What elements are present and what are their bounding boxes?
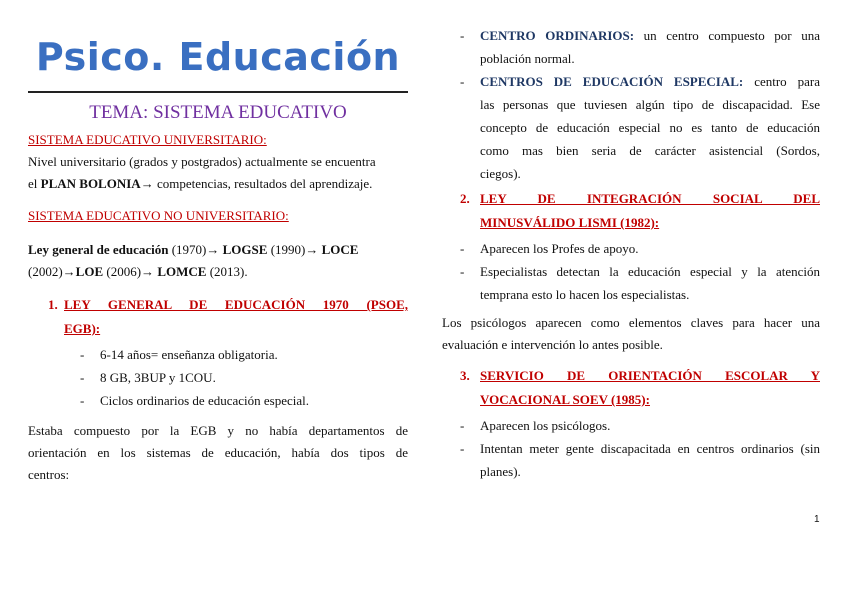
page-number: 1	[814, 514, 820, 525]
univ-text-line-1: Nivel universitario (grados y postgrados) actualmente se encuentra	[28, 154, 376, 169]
section-1-number: 1.	[48, 297, 58, 312]
list-item: - Especialistas detectan la educación especial y la atención temprana esto lo hacen los especialistas.	[460, 264, 820, 302]
section-1	[28, 293, 408, 412]
centro-especial-label: CENTROS DE EDUCACIÓN ESPECIAL:	[480, 74, 744, 89]
section-3-heading-line-2	[460, 388, 820, 412]
law-loe: LOE	[75, 264, 104, 279]
univ-heading: SISTEMA EDUCATIVO UNIVERSITARIO:	[28, 132, 267, 147]
law-lge-year: (1970)→	[168, 242, 223, 257]
psico-line-2: evaluación e intervención lo antes posible.	[442, 337, 663, 352]
section-2-list	[442, 237, 820, 306]
no-univ-heading: SISTEMA EDUCATIVO NO UNIVERSITARIO:	[28, 208, 289, 223]
law-logse-year: (1990)→	[267, 242, 322, 257]
left-column	[28, 32, 408, 486]
section-2-number: 2.	[460, 191, 470, 206]
centro-ordinario-label: CENTRO ORDINARIOS:	[480, 28, 635, 43]
egb-line-3: centros:	[28, 467, 70, 482]
list-item: - Intentan meter gente discapacitada en centros ordinarios (sin planes).	[460, 441, 820, 479]
list-item: - Aparecen los psicólogos.	[460, 418, 611, 433]
law-logse: LOGSE	[222, 242, 268, 257]
law-loe-year: (2006)→	[103, 264, 158, 279]
section-2-heading-line-2	[460, 211, 820, 235]
list-item: - 8 GB, 3BUP y 1COU.	[80, 370, 216, 385]
univ-text-line-2	[28, 173, 408, 195]
topic-heading: TEMA: SISTEMA EDUCATIVO	[89, 102, 347, 123]
list-item: - Aparecen los Profes de apoyo.	[460, 241, 639, 256]
list-item: - 6-14 años= enseñanza obligatoria.	[80, 347, 278, 362]
laws-line-2	[28, 261, 408, 283]
egb-paragraph	[28, 420, 408, 486]
section-1-title-2: EGB):	[64, 321, 101, 336]
law-lomce-year: (2013).	[206, 264, 248, 279]
plan-bolonia: PLAN BOLONIA	[40, 176, 141, 191]
section-3-heading-line-1	[460, 364, 820, 388]
list-item: - Ciclos ordinarios de educación especial.	[80, 393, 310, 408]
section-2-title-2: MINUSVÁLIDO LISMI (1982):	[480, 215, 660, 230]
section-1-list	[48, 343, 408, 412]
list-item-centro-ordinario: - CENTRO ORDINARIOS: un centro compuesto por una	[460, 28, 821, 43]
section-2-heading-line-1	[460, 187, 820, 211]
law-loce: LOCE	[321, 242, 359, 257]
egb-line-1: Estaba compuesto por la EGB y no había departamentos de	[28, 423, 408, 438]
section-3	[442, 364, 820, 412]
section-2-title-1: LEY DE INTEGRACIÓN SOCIAL DEL	[480, 191, 820, 206]
univ-text-suffix: → competencias, resultados del aprendizaje.	[140, 176, 373, 191]
univ-text-prefix: el	[28, 176, 41, 191]
laws-line-1	[28, 239, 408, 261]
section-1-title-1: LEY GENERAL DE EDUCACIÓN 1970 (PSOE,	[64, 297, 408, 312]
egb-line-2: orientación en los sistemas de educación, había dos tipos de	[28, 445, 408, 460]
section-2	[442, 187, 820, 235]
section-1-heading-line-1	[48, 293, 408, 317]
list-item-centro-especial: - CENTROS DE EDUCACIÓN ESPECIAL: centro para	[460, 74, 820, 89]
psicologos-paragraph	[442, 312, 820, 356]
title-divider	[28, 91, 408, 93]
section-3-title-2: VOCACIONAL SOEV (1985):	[480, 392, 650, 407]
right-column	[442, 24, 820, 483]
section-3-list	[442, 414, 820, 483]
psico-line-1: Los psicólogos aparecen como elementos claves para hacer una	[442, 315, 820, 330]
document-title: Psico. Educación	[35, 35, 401, 79]
law-lge: Ley general de educación	[28, 242, 169, 257]
section-3-number: 3.	[460, 368, 470, 383]
law-lomce: LOMCE	[157, 264, 207, 279]
section-1-heading-line-2	[48, 317, 408, 341]
centros-list: - CENTRO ORDINARIOS: un centro compuesto por una población normal. - CENTROS DE EDUCACIÓN ESPECIAL: centro para las personas que tuviesen algún tipo de discapacidad. Ese concepto de educación especial no es tanto de educación como mas bien seria de carácter asistencial (Sordos, ciegos).	[442, 24, 820, 185]
section-3-title-1: SERVICIO DE ORIENTACIÓN ESCOLAR Y	[480, 368, 820, 383]
law-loce-year: (2002)→	[28, 264, 76, 279]
